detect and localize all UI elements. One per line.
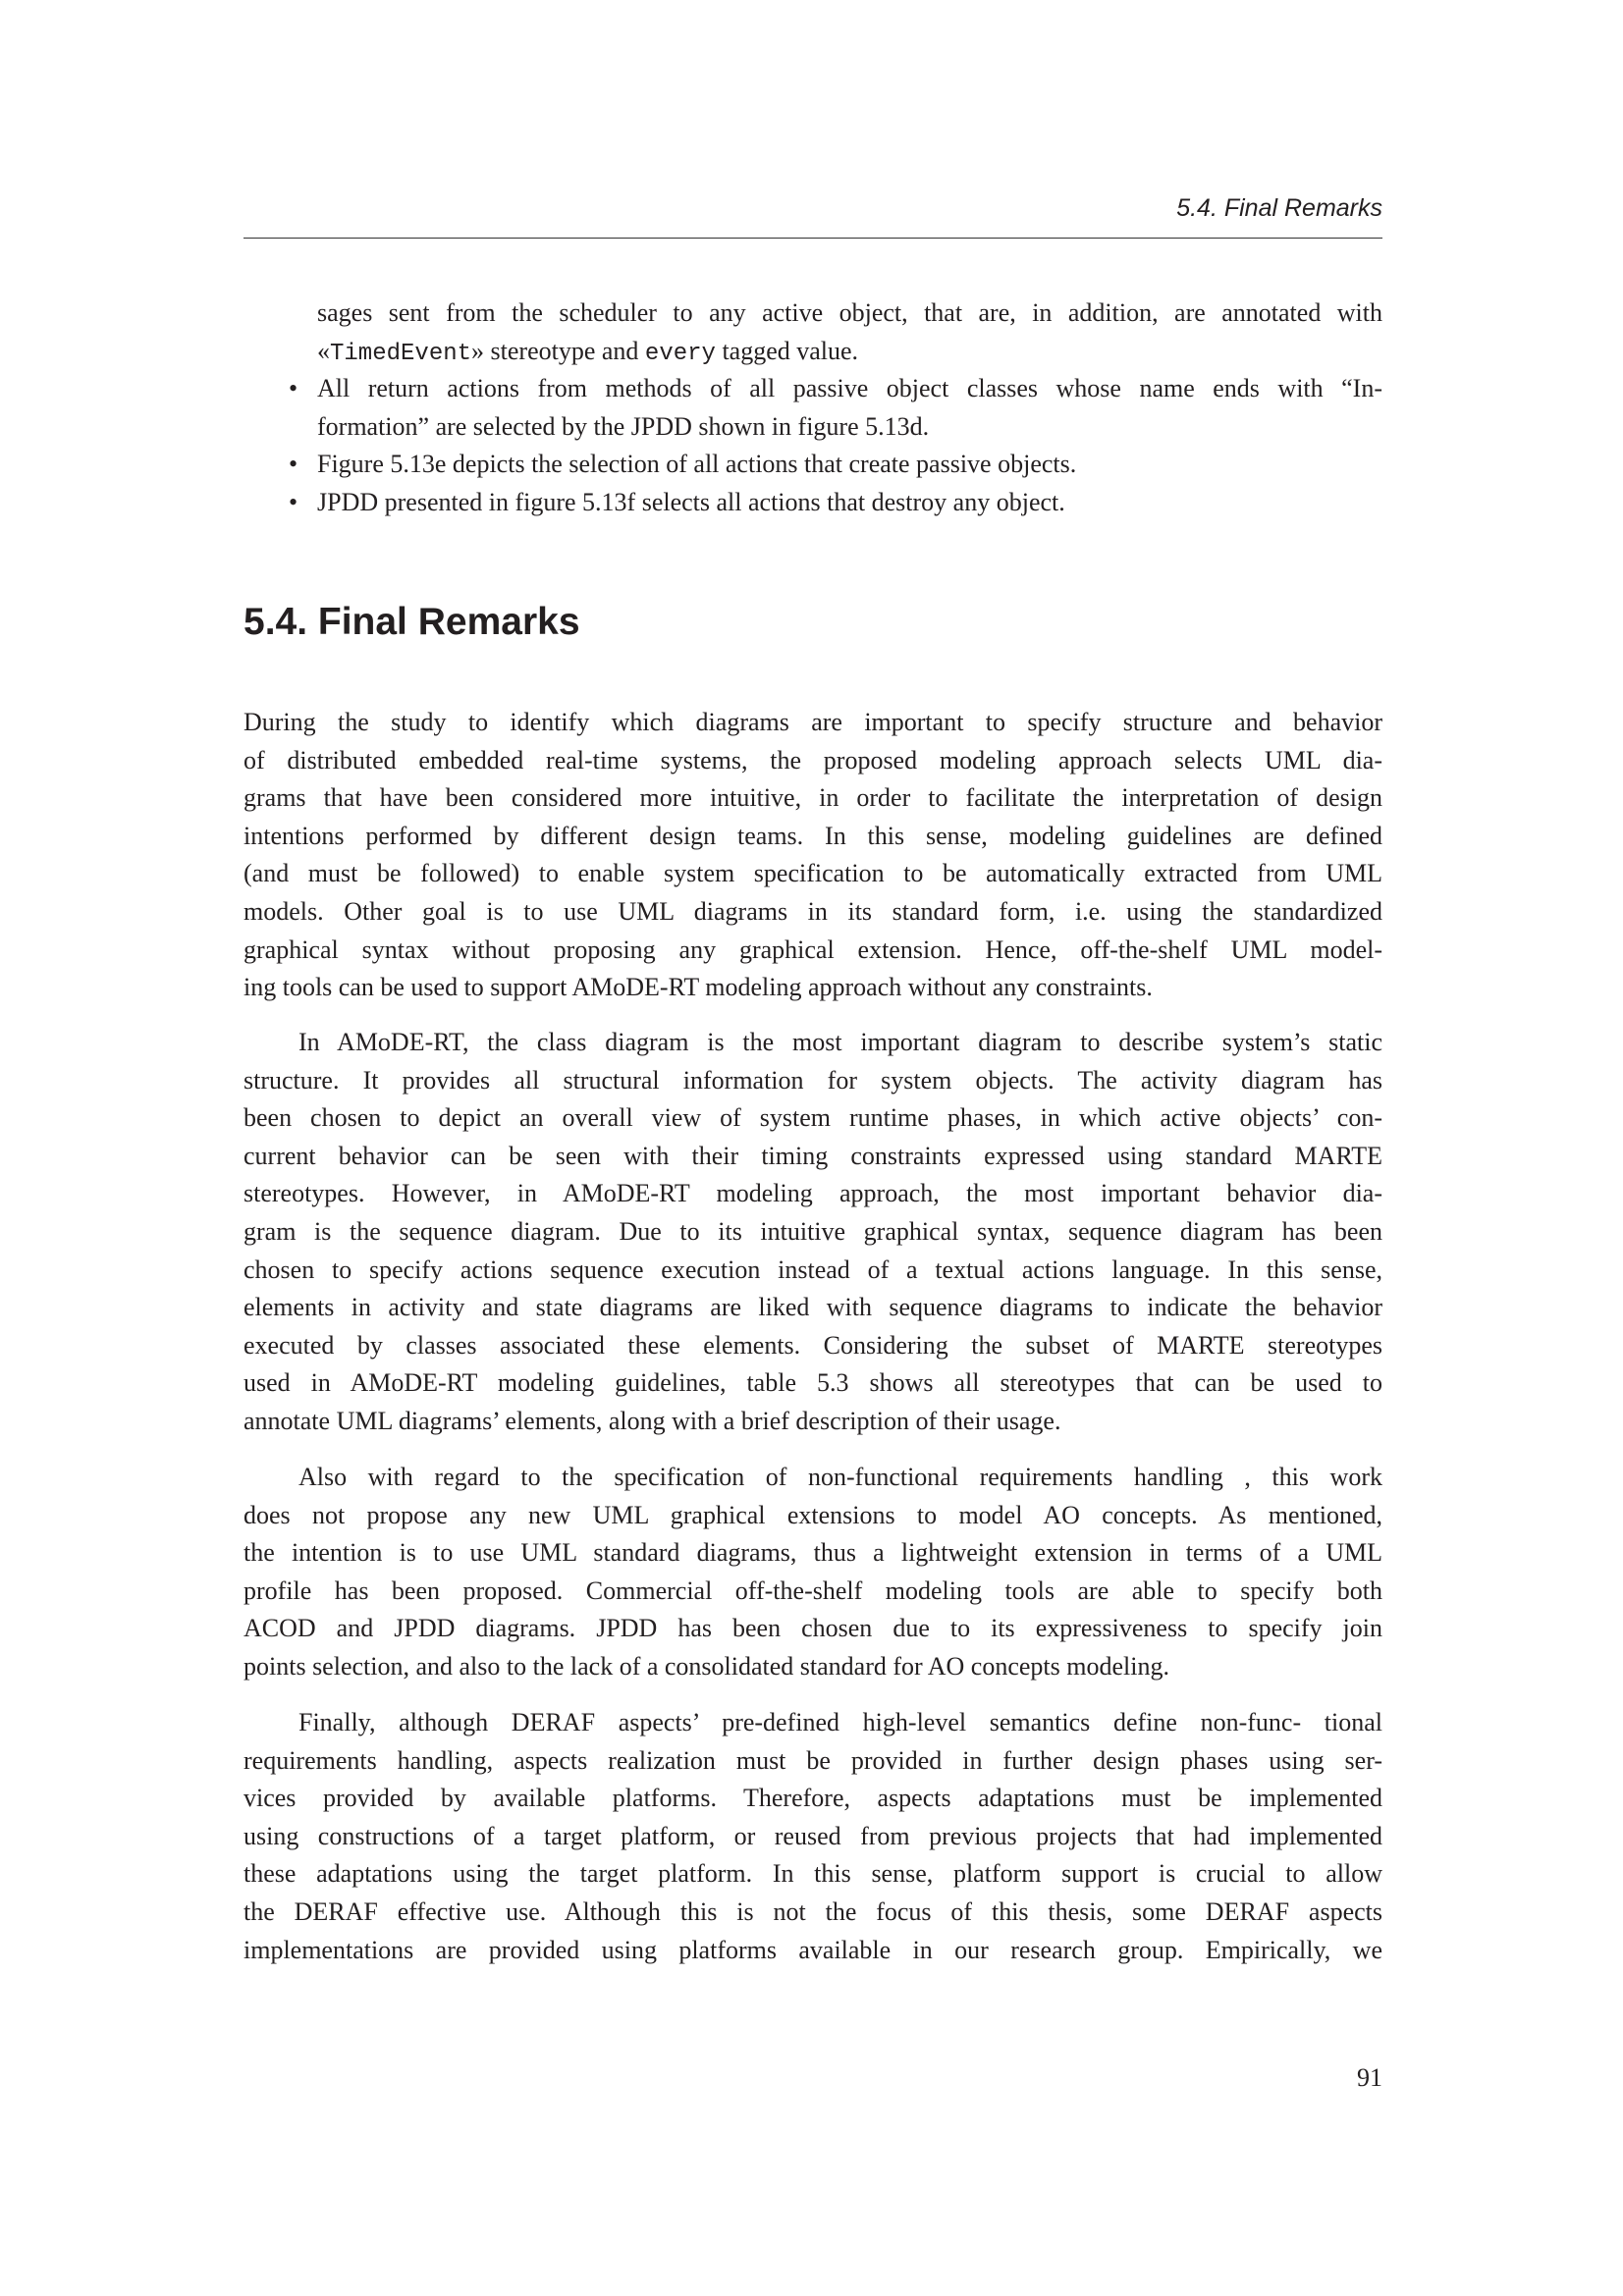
code-every: every bbox=[644, 340, 716, 367]
bullet-continuation-line: sages sent from the scheduler to any active object, that are, in addition, are annotated with bbox=[317, 298, 1382, 327]
section-heading: 5.4. Final Remarks bbox=[243, 601, 580, 643]
bullet-text: All return actions from methods of all passive object classes whose name ends with “In- bbox=[317, 374, 1382, 403]
text-line: ing tools can be used to support AMoDE-RT modeling approach without any constraints. bbox=[243, 973, 1153, 1002]
text-line: of distributed embedded real-time systems, the proposed modeling approach selects UML dia- bbox=[243, 745, 1382, 774]
header-rule bbox=[243, 238, 1382, 239]
page-number: 91 bbox=[1357, 2063, 1382, 2092]
bullet-items bbox=[243, 370, 1382, 521]
paragraph bbox=[243, 1704, 1382, 1969]
text-line: (and must be followed) to enable system specification to be automatically extracted from UML bbox=[243, 859, 1382, 888]
bullet-line bbox=[243, 484, 1382, 522]
text-line: During the study to identify which diagrams are important to specify structure and behavior bbox=[243, 708, 1382, 736]
bullet-item bbox=[243, 484, 1382, 522]
bullet-list bbox=[243, 294, 1382, 522]
bullet-text: formation” are selected by the JPDD shown in figure 5.13d. bbox=[317, 411, 930, 441]
bullet-line bbox=[243, 370, 1382, 408]
text-line: used in AMoDE-RT modeling guidelines, table 5.3 shows all stereotypes that can be used to bbox=[243, 1368, 1382, 1398]
text-line: these adaptations using the target platform. In this sense, platform support is crucial to allow bbox=[243, 1859, 1382, 1889]
text-line: points selection, and also to the lack of a consolidated standard for AO concepts modeling. bbox=[243, 1651, 1169, 1681]
text-line: the DERAF effective use. Although this is not the focus of this thesis, some DERAF aspects bbox=[243, 1896, 1382, 1926]
bullet-text: Figure 5.13e depicts the selection of all actions that create passive objects. bbox=[317, 450, 1077, 479]
bullet-icon: • bbox=[289, 374, 298, 403]
text-line: Also with regard to the specification of non-functional requirements handling , this work bbox=[298, 1463, 1382, 1491]
bullet-line bbox=[243, 408, 1382, 447]
text-fragment: tagged value. bbox=[715, 336, 859, 365]
text-line: profile has been proposed. Commercial off-the-shelf modeling tools are able to specify both bbox=[243, 1575, 1382, 1605]
text-line: ACOD and JPDD diagrams. JPDD has been chosen due to its expressiveness to specify join bbox=[243, 1614, 1382, 1643]
text-line: using constructions of a target platform, or reused from previous projects that had implemented bbox=[243, 1821, 1382, 1850]
paragraph bbox=[243, 1024, 1382, 1441]
text-line: intentions performed by different design teams. In this sense, modeling guidelines are defined bbox=[243, 821, 1382, 850]
text-line: vices provided by available platforms. Therefore, aspects adaptations must be implemented bbox=[243, 1784, 1382, 1813]
paragraph bbox=[243, 704, 1382, 1007]
code-timedevent: TimedEvent bbox=[330, 340, 472, 367]
running-header: 5.4. Final Remarks bbox=[1176, 194, 1382, 222]
text-line: the intention is to use UML standard diagrams, thus a lightweight extension in terms of a UML bbox=[243, 1538, 1382, 1568]
bullet-item bbox=[243, 370, 1382, 446]
text-line: grams that have been considered more intuitive, in order to facilitate the interpretation of design bbox=[243, 783, 1382, 813]
text-line: elements in activity and state diagrams are liked with sequence diagrams to indicate the behavior bbox=[243, 1293, 1382, 1322]
text-line: Finally, although DERAF aspects’ pre-defined high-level semantics define non-func- tional bbox=[298, 1708, 1382, 1736]
bullet-icon: • bbox=[289, 450, 298, 479]
text-line: gram is the sequence diagram. Due to its intuitive graphical syntax, sequence diagram has been bbox=[243, 1216, 1382, 1246]
text-line: annotate UML diagrams’ elements, along with a brief description of their usage. bbox=[243, 1406, 1061, 1435]
bullet-icon: • bbox=[289, 487, 298, 516]
text-line: current behavior can be seen with their timing constraints expressed using standard MARTE bbox=[243, 1141, 1382, 1170]
guillemet-open: « bbox=[317, 336, 330, 365]
text-line: requirements handling, aspects realization must be provided in further design phases using ser- bbox=[243, 1745, 1382, 1775]
text-line: chosen to specify actions sequence execution instead of a textual actions language. In this sense, bbox=[243, 1255, 1382, 1284]
text-line: models. Other goal is to use UML diagrams in its standard form, i.e. using the standardized bbox=[243, 896, 1382, 926]
bullet-continuation-line bbox=[243, 333, 1382, 371]
paragraph bbox=[243, 1459, 1382, 1686]
text-line: stereotypes. However, in AMoDE-RT modeling approach, the most important behavior dia- bbox=[243, 1179, 1382, 1208]
text-line: executed by classes associated these elements. Considering the subset of MARTE stereotypes bbox=[243, 1330, 1382, 1360]
text-fragment: » stereotype and bbox=[471, 336, 645, 365]
text-line: does not propose any new UML graphical extensions to model AO concepts. As mentioned, bbox=[243, 1500, 1382, 1529]
bullet-text: JPDD presented in figure 5.13f selects all actions that destroy any object. bbox=[317, 487, 1065, 516]
text-line: graphical syntax without proposing any graphical extension. Hence, off-the-shelf UML model- bbox=[243, 934, 1382, 964]
text-line: In AMoDE-RT, the class diagram is the most important diagram to describe system’s static bbox=[298, 1028, 1382, 1056]
text-line: implementations are provided using platforms available in our research group. Empirically, we bbox=[243, 1935, 1382, 1964]
text-line: structure. It provides all structural information for system objects. The activity diagram has bbox=[243, 1065, 1382, 1095]
text-line: been chosen to depict an overall view of system runtime phases, in which active objects’ con- bbox=[243, 1103, 1382, 1133]
bullet-line bbox=[243, 446, 1382, 484]
bullet-item bbox=[243, 446, 1382, 484]
